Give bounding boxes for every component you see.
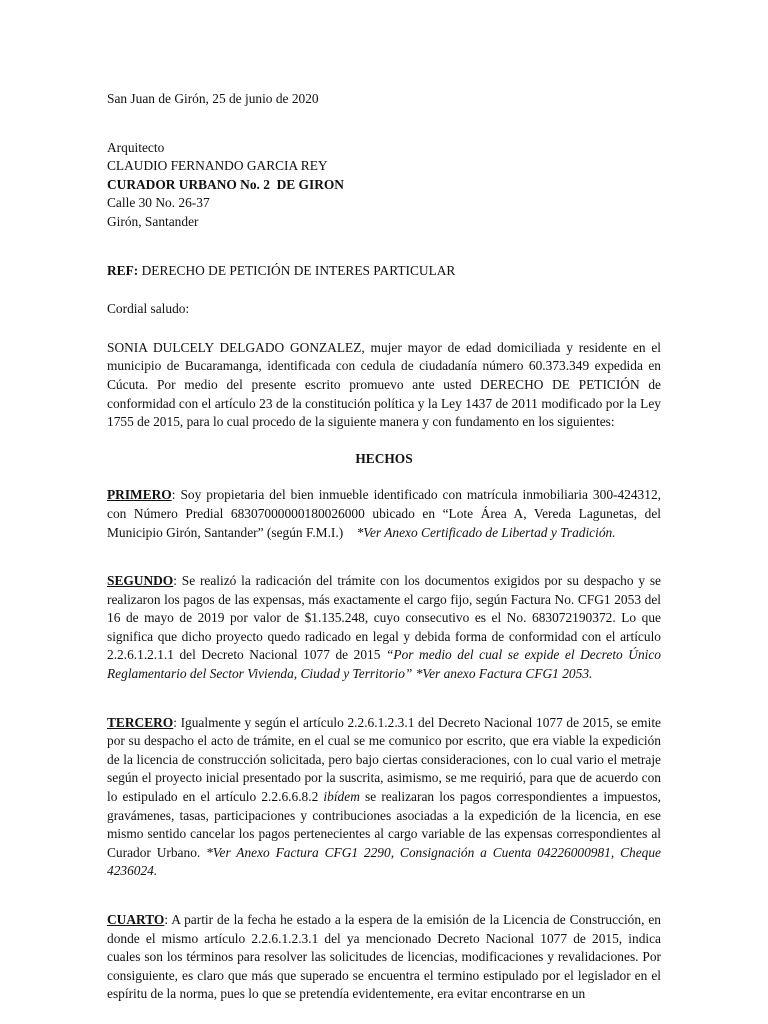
hecho-tercero: [107, 714, 661, 881]
letter-page: [107, 90, 665, 1004]
hecho-cuarto-label: CUARTO: [107, 912, 165, 927]
hecho-segundo-text: : Se realizó la radicación del trámite con los documentos exigidos por su despacho y se realizaron los pagos de las expensas, más exactamente el cargo fijo, según Factura No. CFG1 2053 del 16 de mayo de 2019 por valor de $1.135.248, cuyo consecutivo es el No. 683072190372. Lo que significa que dicho proyecto quedo radicado en legal y debida forma de conformidad con el artículo 2.2.6.1.2.1.1 del Decreto Nacional 1077 de 2015: [107, 573, 661, 663]
reference-label: REF:: [107, 262, 139, 278]
hecho-segundo-annex: “Por medio del cual se expide el Decreto Único Reglamentario del Sector Vivienda, Ciudad y Territorio” *Ver anexo Factura CFG1 2053.: [107, 647, 661, 682]
hecho-tercero-text-a: : Igualmente y según el artículo 2.2.6.1.2.3.1 del Decreto Nacional 1077 de 2015, se emite por su despacho el acto de trámite, en el cual se me comunico por escrito, que era viable la expedición de la licencia de construcción solicitada, pero bajo ciertas consideraciones, con lo cual vario el metraje según el proyecto inicial presentado por la suscrita, asimismo, se me requirió, para que de acuerdo con lo estipulado en el artículo 2.2.6.6.8.2: [107, 714, 661, 805]
reference-text: DERECHO DE PETICIÓN DE INTERES PARTICULAR: [138, 262, 456, 278]
hecho-tercero-text-b: se realizaran los pagos correspondientes a impuestos, gravámenes, tasas, participaciones y contribuciones asociadas a la expedición de la licencia, en ese mismo sentido cancelar los pagos pertenecientes al cargo variable de las expensas correspondientes al Curador Urbano.: [107, 789, 661, 860]
recipient-title: Arquitecto: [107, 139, 165, 155]
hecho-tercero-label: TERCERO: [107, 714, 174, 730]
recipient-office: CURADOR URBANO No. 2 DE GIRON: [107, 176, 344, 192]
section-heading: HECHOS: [355, 450, 413, 466]
hecho-tercero-ibidem: ibídem: [323, 789, 360, 805]
recipient-city: Girón, Santander: [107, 213, 199, 229]
recipient-name: CLAUDIO FERNANDO GARCIA REY: [107, 158, 328, 174]
hecho-tercero-annex: *Ver Anexo Factura CFG1 2290, Consignación a Cuenta 04226000981, Cheque 4236024.: [107, 844, 661, 879]
hecho-cuarto-text: : A partir de la fecha he estado a la espera de la emisión de la Licencia de Construcción, en donde el mismo artículo 2.2.6.1.2.3.1 del ya mencionado Decreto Nacional 1077 de 2015, indica cuales son los términos para resolver las solicitudes de licencias, modificaciones y revalidaciones. Por consiguiente, es claro que más que superado se encuentra el termino estipulado por el legislador en el espíritu de la norma, pues lo que se pretendía evidentemente, era evitar encontrarse en un: [107, 912, 661, 1002]
hecho-primero: [107, 486, 665, 542]
hecho-segundo: [107, 572, 661, 684]
hecho-cuarto: [107, 911, 661, 1004]
hecho-segundo-label: SEGUNDO: [107, 573, 174, 589]
hecho-primero-label: PRIMERO: [107, 487, 172, 503]
intro-paragraph: SONIA DULCELY DELGADO GONZALEZ, mujer mayor de edad domiciliada y residente en el municipio de Bucaramanga, identificada con cedula de ciudadanía número 60.373.349 expedida en Cúcuta. Por medio del presente escrito promuevo ante usted DERECHO DE PETICIÓN de conformidad con el artículo 23 de la constitución política y la Ley 1437 de 2011 modificado por la Ley 1755 de 2015, para lo cual procedo de la siguiente manera y con fundamento en los siguientes:: [107, 339, 661, 430]
hecho-primero-annex: *Ver Anexo Certificado de Libertad y Tradición.: [356, 524, 616, 540]
reference-line: [107, 262, 661, 281]
recipient-address: Calle 30 No. 26-37: [107, 195, 210, 211]
date-line: San Juan de Girón, 25 de junio de 2020: [107, 91, 319, 106]
hecho-primero-text: : Soy propietaria del bien inmueble identificado con matrícula inmobiliaria 300-424312, con Número Predial 68307000000180026000 ubicado en “Lote Área A, Vereda Lagunetas, del Municipio Girón, Santander” (según F.M.I.): [107, 487, 665, 540]
greeting: Cordial saludo:: [107, 301, 190, 317]
